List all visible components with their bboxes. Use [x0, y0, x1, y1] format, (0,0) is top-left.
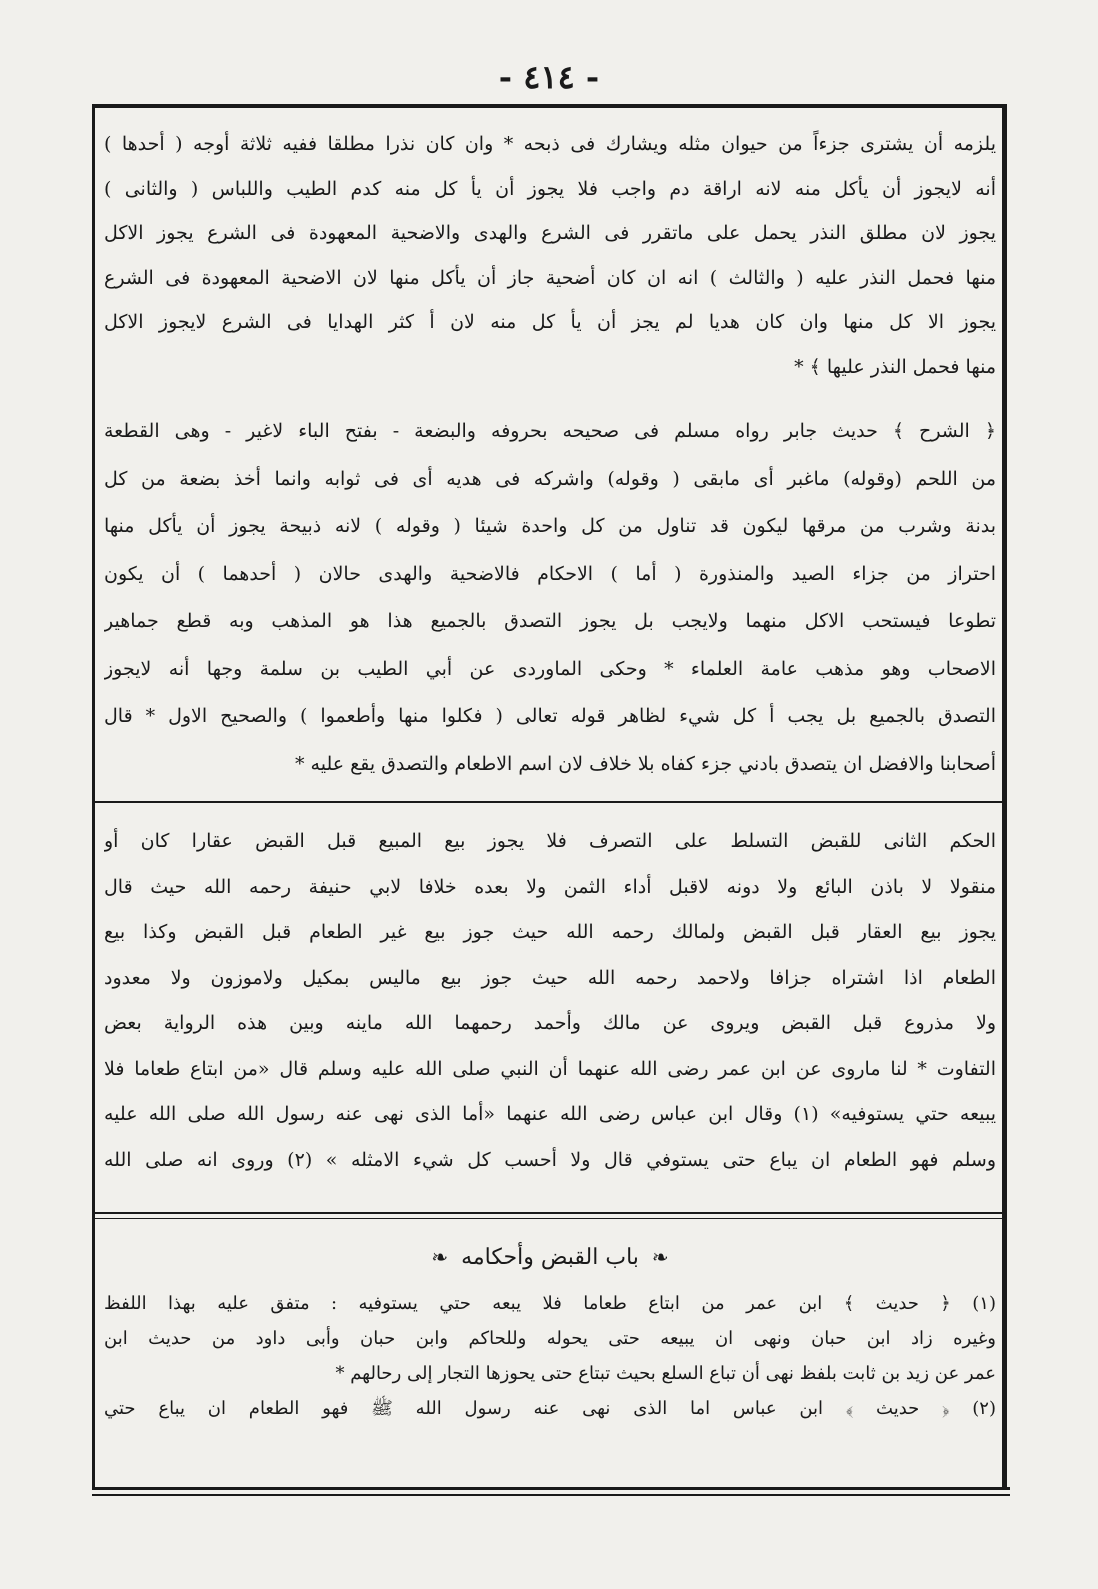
text-line: وسلم فهو الطعام ان يباع حتى يستوفي قال ولا أحسب كل شيء الامثله » (٢) وروى انه صلى الله	[104, 1148, 996, 1171]
text-block-second-work	[104, 819, 996, 1183]
footnote-line: (١) ﴿ حديث ﴾ ابن عمر من ابتاع طعاما فلا يبعه حتي يستوفيه : متفق عليه بهذا اللفظ	[104, 1293, 996, 1314]
text-line: ﴿ الشرح ﴾ حديث جابر رواه مسلم فى صحيحه بحروفه والبضعة - بفتح الباء لاغير - وهى القطعة	[104, 420, 996, 442]
text-line: منها فحمل النذر عليها ﴾ *	[794, 355, 996, 378]
text-line: منقولا لا باذن البائع ولا دونه لاقبل أداء الثمن ولا بعده خلافا لابي حنيفة رحمه الله حيث قال	[104, 875, 996, 898]
text-line: يجوز الا كل منها وان كان هديا لم يجز أن يأ كل منه لان أ كثر الهدايا فى الشرع لايجوز الاكل	[104, 311, 996, 333]
text-line: أنه لايجوز أن يأكل منه لانه اراقة دم واجب فلا يجوز أن يأ كل منه كدم الطيب واللباس ( والثانى )	[104, 177, 996, 200]
section-divider	[95, 801, 1005, 803]
section-divider-thin	[95, 1218, 1005, 1219]
text-line: تطوعا فيستحب الاكل منهما ولايجب بل يجوز التصدق بالجميع هذا هو المذهب وبه قطع جماهير	[104, 610, 996, 632]
section-divider	[95, 1212, 1005, 1214]
text-line: يجوز لان مطلق النذر يحمل على ماتقرر فى الشرع والهدى والاضحية المعهودة فى الشرع يجوز الاكل	[104, 222, 996, 244]
text-line: التفاوت * لنا ماروى عن ابن عمر رضى الله عنهما أن النبي صلى الله عليه وسلم قال «من ابتاع طعاما فلا	[104, 1057, 996, 1080]
ornament-icon: ❧	[651, 1245, 669, 1269]
text-line: يبيعه حتي يستوفيه» (١) وقال ابن عباس رضى الله عنهما «أما الذى نهى عنه رسول الله صلى الله عليه	[104, 1103, 996, 1125]
footnote-line: وغيره زاد ابن حبان ونهى ان يبيعه حتى يحوله وللحاكم وابن حبان وأبى داود من حديث ابن	[104, 1328, 996, 1349]
text-line: التصدق بالجميع بل يجب أ كل شيء لظاهر قوله تعالى ( فكلوا منها وأطعموا ) والصحيح الاول * قال	[104, 705, 996, 727]
text-line: يلزمه أن يشترى جزءاً من حيوان مثله ويشارك فى ذبحه * وان كان نذرا مطلقا ففيه ثلاثة أوجه ( أحدها )	[104, 133, 996, 155]
footnote-line: (٢) ﴿ حديث ﴾ ابن عباس اما الذى نهى عنه رسول الله ﷺ فهو الطعام ان يباع حتي	[104, 1398, 996, 1419]
text-line: ولا مذروع قبل القبض ويروى عن مالك وأحمد رحمهما الله ماينه وبين هذه الرواية بعض	[104, 1012, 996, 1034]
text-line: الحكم الثانى للقبض التسلط على التصرف فلا يجوز بيع المبيع قبل القبض عقارا كان أو	[104, 830, 996, 852]
chapter-heading	[104, 1235, 996, 1279]
chapter-title: باب القبض وأحكامه	[461, 1245, 639, 1270]
text-line: أصحابنا والافضل ان يتصدق بادني جزء كفاه بلا خلاف لان اسم الاطعام والتصدق يقع عليه *	[295, 752, 996, 775]
bottom-rule	[92, 1487, 1010, 1490]
text-line: الطعام اذا اشتراه جزافا ولاحمد رحمه الله حيث جوز بيع ماليس بمكيل ولاموزون ولا معدود	[104, 966, 996, 989]
text-block-sharh	[104, 408, 996, 788]
footnote-line: عمر عن زيد بن ثابت بلفظ نهى أن تباع السلع بحيث تبتاع حتى يحوزها التجار إلى رحالهم *	[335, 1363, 996, 1384]
footnotes-block	[104, 1286, 996, 1426]
bottom-rule-thin	[92, 1494, 1010, 1496]
page-number: - ٤١٤ -	[498, 58, 600, 96]
text-line: بدنة وشرب من مرقها ليكون قد تناول من كل واحدة شيئا ( وقوله ) لانه ذبيحة يجوز أن يأكل منها	[104, 515, 996, 537]
text-line: احتراز من جزاء الصيد والمنذورة ( أما ) الاحكام فالاضحية والهدى حالان ( أحدهما ) أن يكون	[104, 562, 996, 585]
ornament-icon: ❧	[431, 1245, 449, 1269]
text-line: من اللحم (وقوله) ماغبر أى مابقى ( وقوله) واشركه فى هديه أى فى ثوابه وانما أخذ بضعة من كل	[104, 467, 996, 490]
text-line: منها فحمل النذر عليه ( والثالث ) انه ان كان أضحية جاز أن يأكل منها لان الاضحية المعهودة فى الشرع	[104, 266, 996, 289]
text-block-commentary-end	[104, 122, 996, 389]
text-line: يجوز بيع العقار قبل القبض ولمالك رحمه الله حيث جوز بيع غير الطعام قبل القبض وكذا بيع	[104, 921, 996, 943]
text-line: الاصحاب وهو مذهب عامة العلماء * وحكى الماوردى عن أبي الطيب بن سلمة وجها أنه لايجوز	[104, 657, 996, 680]
